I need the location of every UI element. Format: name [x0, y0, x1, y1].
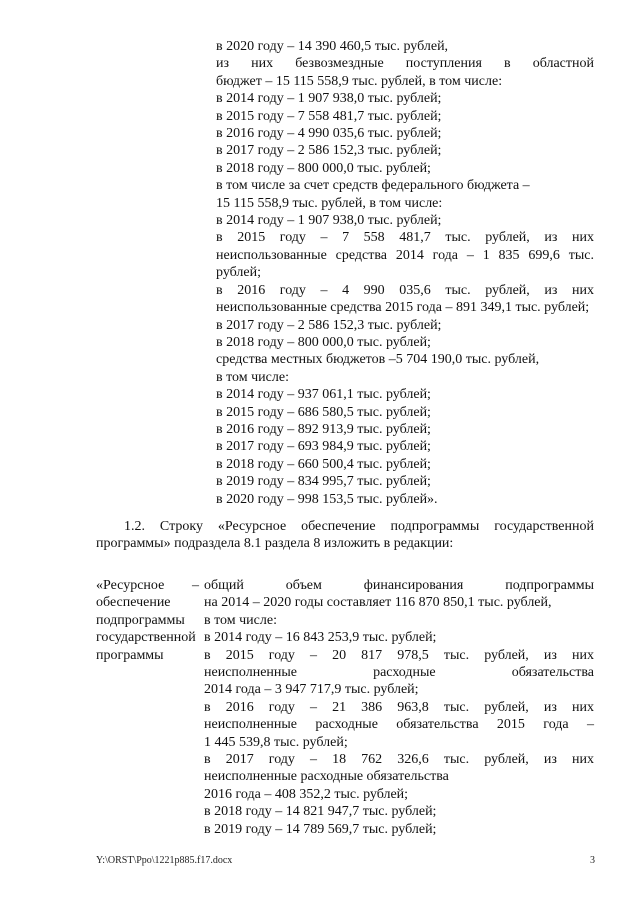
budget-line: в 2014 году – 937 061,1 тыс. рублей; [216, 387, 431, 403]
resource-row-dash: – [192, 578, 199, 593]
budget-line: в 2018 году – 800 000,0 тыс. рублей; [216, 334, 431, 350]
budget-line: в 2016 году – 4 990 035,6 тыс. рублей, из них [216, 282, 594, 298]
budget-line: бюджет – 15 115 558,9 тыс. рублей, в том числе: [216, 73, 503, 89]
amendment-paragraph-line-2: программы» подраздела 8.1 раздела 8 изложить в редакции: [96, 536, 454, 552]
resource-label-line: обеспечение [96, 595, 171, 611]
budget-line: в 2017 году – 693 984,9 тыс. рублей; [216, 439, 431, 455]
amendment-paragraph [96, 518, 594, 553]
budget-line: в 2015 году – 7 558 481,7 тыс. рублей; [216, 108, 442, 124]
budget-lines-block [216, 38, 594, 508]
budget-line: в 2014 году – 1 907 938,0 тыс. рублей; [216, 213, 442, 229]
budget-line: в том числе: [216, 369, 289, 385]
budget-line: в 2016 году – 892 913,9 тыс. рублей; [216, 421, 431, 437]
resource-label-line: государственной [96, 630, 196, 646]
footer-file-path: Y:\ORST\Ppo\1221p885.f17.docx [96, 855, 233, 866]
resource-row-label [96, 577, 206, 664]
resource-line: в том числе: [204, 612, 277, 628]
budget-line: в 2020 году – 14 390 460,5 тыс. рублей, [216, 39, 449, 54]
budget-line: средства местных бюджетов –5 704 190,0 тыс. рублей, [216, 352, 540, 368]
budget-line: в 2016 году – 4 990 035,6 тыс. рублей; [216, 126, 442, 142]
resource-line: неисполненные расходные обязательства [204, 769, 449, 785]
budget-line: в 2017 году – 2 586 152,3 тыс. рублей; [216, 317, 442, 333]
resource-line: в 2018 году – 14 821 947,7 тыс. рублей; [204, 804, 437, 820]
resource-line: неисполненные расходные обязательства [204, 665, 594, 681]
budget-line: неиспользованные средства 2015 года – 891 349,1 тыс. рублей; [216, 300, 590, 316]
budget-line: в 2018 году – 800 000,0 тыс. рублей; [216, 160, 431, 176]
amendment-paragraph-line-1: 1.2. Строку «Ресурсное обеспечение подпрограммы государственной [124, 519, 594, 534]
budget-line: в 2020 году – 998 153,5 тыс. рублей». [216, 491, 438, 507]
resource-line: в 2015 году – 20 817 978,5 тыс. рублей, из них [204, 647, 594, 663]
budget-line: в том числе за счет средств федерального бюджета – [216, 178, 530, 194]
resource-line: на 2014 – 2020 годы составляет 116 870 850,1 тыс. рублей, [204, 595, 552, 611]
budget-line: в 2017 году – 2 586 152,3 тыс. рублей; [216, 143, 442, 159]
budget-line: в 2018 году – 660 500,4 тыс. рублей; [216, 456, 431, 472]
budget-line: в 2015 году – 686 580,5 тыс. рублей; [216, 404, 431, 420]
resource-line: в 2019 году – 14 789 569,7 тыс. рублей; [204, 821, 437, 837]
budget-line: 15 115 558,9 тыс. рублей, в том числе: [216, 195, 443, 211]
page-number: 3 [590, 855, 595, 866]
resource-label-line: «Ресурсное [96, 578, 165, 593]
budget-line: в 2014 году – 1 907 938,0 тыс. рублей; [216, 91, 442, 107]
budget-line: рублей; [216, 265, 261, 281]
budget-line: неиспользованные средства 2014 года – 1 835 699,6 тыс. [216, 247, 594, 263]
resource-label-line: подпрограммы [96, 612, 185, 628]
resource-line: неисполненные расходные обязательства 2015 года – [204, 717, 594, 733]
resource-line: 2016 года – 408 352,2 тыс. рублей; [204, 786, 409, 802]
resource-line: в 2016 году – 21 386 963,8 тыс. рублей, из них [204, 699, 594, 715]
resource-line: 2014 года – 3 947 717,9 тыс. рублей; [204, 682, 419, 698]
resource-label-line: программы [96, 647, 164, 663]
budget-line: из них безвозмездные поступления в областной [216, 56, 594, 72]
resource-row-content [204, 577, 594, 838]
budget-line: в 2015 году – 7 558 481,7 тыс. рублей, из них [216, 230, 594, 246]
resource-line: в 2014 году – 16 843 253,9 тыс. рублей; [204, 630, 437, 646]
resource-line: 1 445 539,8 тыс. рублей; [204, 734, 348, 750]
resource-line: в 2017 году – 18 762 326,6 тыс. рублей, из них [204, 752, 594, 768]
resource-line: общий объем финансирования подпрограммы [204, 578, 594, 593]
budget-line: в 2019 году – 834 995,7 тыс. рублей; [216, 474, 431, 490]
